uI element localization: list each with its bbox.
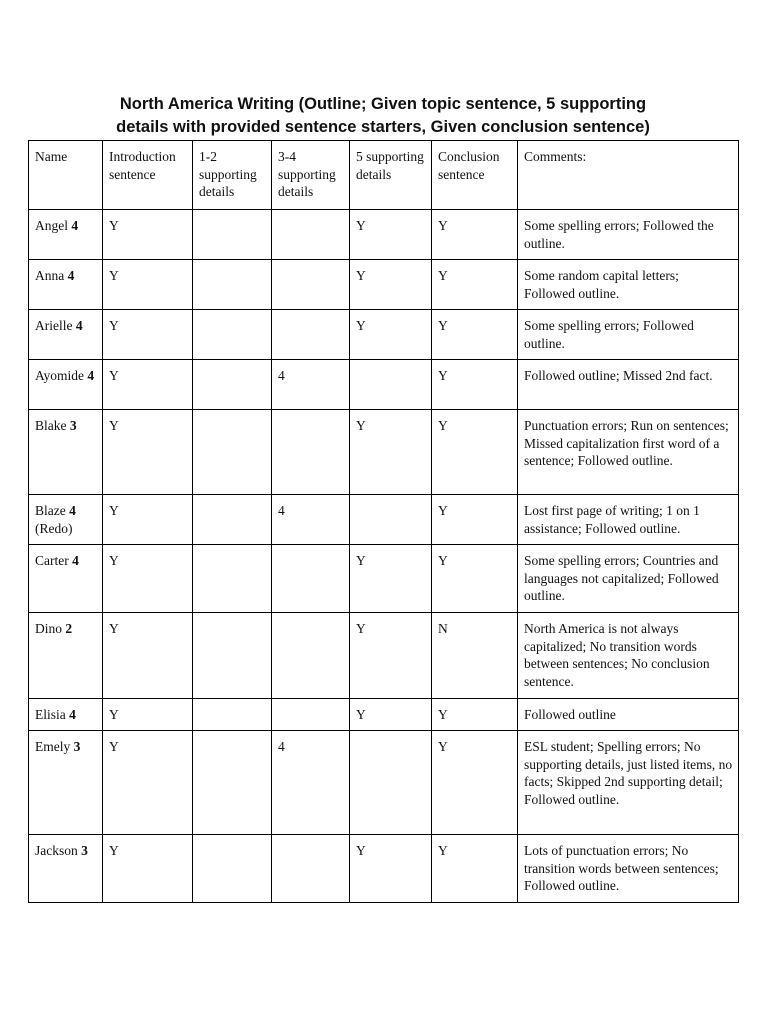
student-score: 4 xyxy=(87,368,95,383)
details-1-2-cell xyxy=(193,410,272,495)
introduction-cell: Y xyxy=(103,835,193,903)
details-3-4-cell xyxy=(272,835,350,903)
grades-table xyxy=(28,140,739,903)
title-line-2: details with provided sentence starters, Given conclusion sentence) xyxy=(116,118,650,136)
details-3-4-cell: 4 xyxy=(272,360,350,410)
details-5-cell xyxy=(350,495,432,545)
details-3-4-cell xyxy=(272,699,350,731)
conclusion-cell: Y xyxy=(432,699,518,731)
comment-cell: Some random capital letters; Followed outline. xyxy=(518,260,739,310)
student-name-cell xyxy=(29,545,103,613)
table-row xyxy=(29,410,739,495)
student-name: Elisia xyxy=(35,707,66,722)
comment-cell: Some spelling errors; Followed outline. xyxy=(518,310,739,360)
details-1-2-cell xyxy=(193,613,272,699)
details-5-cell: Y xyxy=(350,410,432,495)
details-5-cell: Y xyxy=(350,545,432,613)
comment-cell: Lost first page of writing; 1 on 1 assistance; Followed outline. xyxy=(518,495,739,545)
details-1-2-cell xyxy=(193,260,272,310)
comment-cell: North America is not always capitalized; No transition words between sentences; No conclusion sentence. xyxy=(518,613,739,699)
introduction-cell: Y xyxy=(103,310,193,360)
document-title xyxy=(28,93,738,139)
conclusion-cell: Y xyxy=(432,495,518,545)
comment-cell: Lots of punctuation errors; No transition words between sentences; Followed outline. xyxy=(518,835,739,903)
details-1-2-cell xyxy=(193,835,272,903)
comment-cell: ESL student; Spelling errors; No supporting details, just listed items, no facts; Skipped 2nd supporting detail; Followed outline. xyxy=(518,731,739,835)
student-name: Dino xyxy=(35,621,62,636)
student-name-cell xyxy=(29,310,103,360)
details-1-2-cell xyxy=(193,545,272,613)
details-5-cell: Y xyxy=(350,699,432,731)
details-5-cell xyxy=(350,731,432,835)
student-name: Blaze xyxy=(35,503,66,518)
student-score: 3 xyxy=(69,418,77,433)
student-name: Angel xyxy=(35,218,68,233)
student-score: 3 xyxy=(81,843,88,858)
table-row xyxy=(29,613,739,699)
conclusion-cell: Y xyxy=(432,731,518,835)
header-1-2-details: 1-2 supporting details xyxy=(193,141,272,210)
student-name-cell xyxy=(29,731,103,835)
student-name-cell xyxy=(29,613,103,699)
header-introduction: Introduction sentence xyxy=(103,141,193,210)
details-5-cell: Y xyxy=(350,835,432,903)
student-note: (Redo) xyxy=(35,520,73,536)
details-5-cell: Y xyxy=(350,260,432,310)
conclusion-cell: Y xyxy=(432,360,518,410)
student-score: 4 xyxy=(71,218,79,233)
comment-cell: Punctuation errors; Run on sentences; Missed capitalization first word of a sentence; Followed outline. xyxy=(518,410,739,495)
conclusion-cell: Y xyxy=(432,260,518,310)
details-3-4-cell xyxy=(272,260,350,310)
table-header-row xyxy=(29,141,739,210)
table-row xyxy=(29,699,739,731)
comment-cell: Some spelling errors; Countries and languages not capitalized; Followed outline. xyxy=(518,545,739,613)
details-1-2-cell xyxy=(193,210,272,260)
table-row xyxy=(29,260,739,310)
student-name: Ayomide xyxy=(35,368,85,383)
table-row xyxy=(29,835,739,903)
table-row xyxy=(29,731,739,835)
table-row xyxy=(29,545,739,613)
header-conclusion: Conclusion sentence xyxy=(432,141,518,210)
student-name-cell xyxy=(29,835,103,903)
conclusion-cell: Y xyxy=(432,310,518,360)
details-3-4-cell: 4 xyxy=(272,495,350,545)
header-name: Name xyxy=(29,141,103,210)
student-name-cell xyxy=(29,360,103,410)
table-row xyxy=(29,495,739,545)
details-1-2-cell xyxy=(193,310,272,360)
student-name: Blake xyxy=(35,418,67,433)
details-3-4-cell xyxy=(272,545,350,613)
conclusion-cell: Y xyxy=(432,410,518,495)
conclusion-cell: N xyxy=(432,613,518,699)
details-1-2-cell xyxy=(193,731,272,835)
student-score: 3 xyxy=(73,739,81,754)
details-5-cell xyxy=(350,360,432,410)
student-name-cell xyxy=(29,495,103,545)
conclusion-cell: Y xyxy=(432,835,518,903)
details-5-cell: Y xyxy=(350,613,432,699)
details-5-cell: Y xyxy=(350,310,432,360)
student-name-cell xyxy=(29,260,103,310)
table-row xyxy=(29,210,739,260)
student-score: 4 xyxy=(67,268,75,283)
student-score: 2 xyxy=(65,621,73,636)
student-name: Anna xyxy=(35,268,65,283)
details-3-4-cell xyxy=(272,410,350,495)
conclusion-cell: Y xyxy=(432,210,518,260)
student-name: Jackson xyxy=(35,843,78,858)
conclusion-cell: Y xyxy=(432,545,518,613)
student-name-cell xyxy=(29,210,103,260)
student-score: 4 xyxy=(72,553,79,568)
details-5-cell: Y xyxy=(350,210,432,260)
student-name: Arielle xyxy=(35,318,73,333)
details-3-4-cell xyxy=(272,210,350,260)
introduction-cell: Y xyxy=(103,545,193,613)
table-row xyxy=(29,310,739,360)
introduction-cell: Y xyxy=(103,410,193,495)
student-name-cell xyxy=(29,410,103,495)
student-score: 4 xyxy=(69,707,76,722)
introduction-cell: Y xyxy=(103,360,193,410)
student-score: 4 xyxy=(69,503,76,518)
introduction-cell: Y xyxy=(103,260,193,310)
details-1-2-cell xyxy=(193,360,272,410)
title-line-1: North America Writing (Outline; Given topic sentence, 5 supporting xyxy=(119,95,647,113)
comment-cell: Followed outline xyxy=(518,699,739,731)
table-row xyxy=(29,360,739,410)
details-3-4-cell xyxy=(272,613,350,699)
comment-cell: Followed outline; Missed 2nd fact. xyxy=(518,360,739,410)
header-5-details: 5 supporting details xyxy=(350,141,432,210)
details-3-4-cell xyxy=(272,310,350,360)
details-1-2-cell xyxy=(193,495,272,545)
student-name: Carter xyxy=(35,553,69,568)
comment-cell: Some spelling errors; Followed the outline. xyxy=(518,210,739,260)
student-name-cell xyxy=(29,699,103,731)
introduction-cell: Y xyxy=(103,613,193,699)
header-comments: Comments: xyxy=(518,141,739,210)
student-score: 4 xyxy=(75,318,83,333)
introduction-cell: Y xyxy=(103,731,193,835)
introduction-cell: Y xyxy=(103,495,193,545)
details-1-2-cell xyxy=(193,699,272,731)
details-3-4-cell: 4 xyxy=(272,731,350,835)
header-3-4-details: 3-4 supporting details xyxy=(272,141,350,210)
student-name: Emely xyxy=(35,739,71,754)
introduction-cell: Y xyxy=(103,210,193,260)
introduction-cell: Y xyxy=(103,699,193,731)
